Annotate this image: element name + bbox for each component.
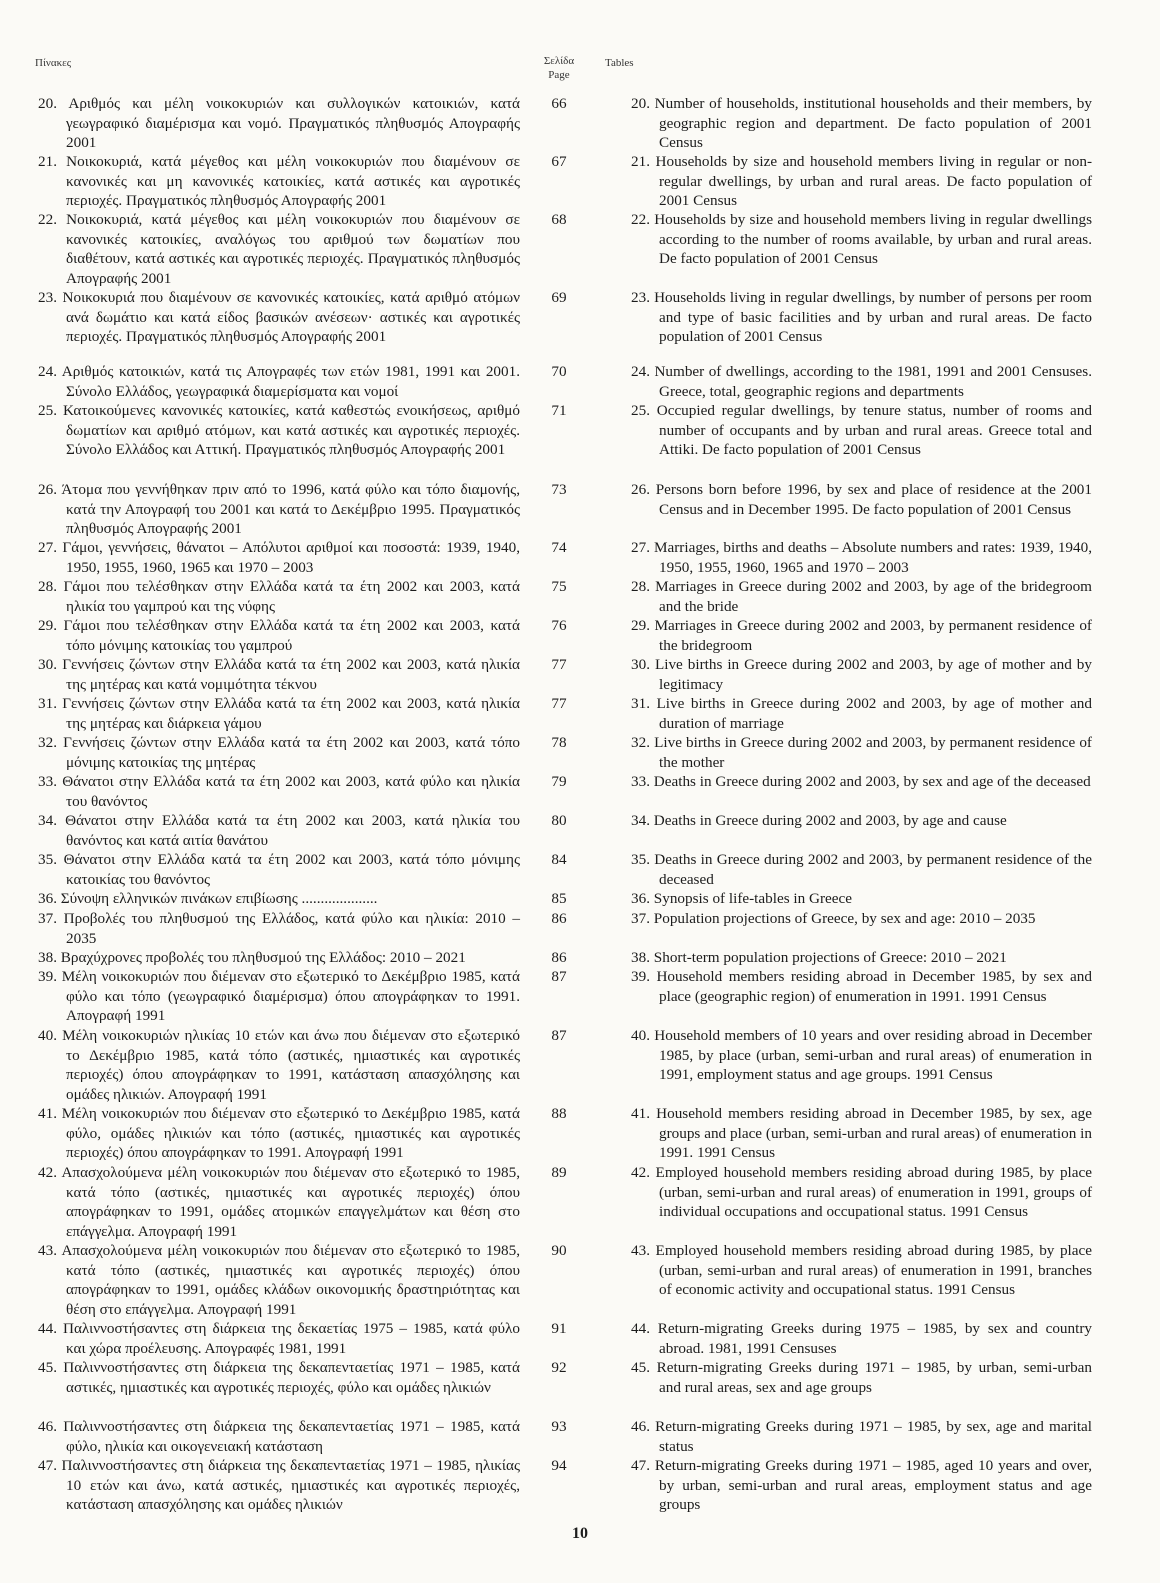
toc-entry-greek: 25. Κατοικούμενες κανονικές κατοικίες, κατά καθεστώς ενοικήσεως, αριθμό δωματίων και αριθμό ατόμων, και κατά αστικές και αγροτικές περιοχές. Σύνολο Ελλάδος και Αττική. Πραγματικός πληθυσμός Απογραφής 2001 bbox=[38, 402, 520, 459]
toc-entry-english: 33. Deaths in Greece during 2002 and 2003, by sex and age of the deceased bbox=[631, 773, 1091, 790]
toc-entry-english: 32. Live births in Greece during 2002 and 2003, by permanent residence of the mother bbox=[631, 734, 1092, 771]
toc-entry-greek: 37. Προβολές του πληθυσμού της Ελλάδος, κατά φύλο και ηλικία: 2010 – 2035 bbox=[38, 910, 520, 947]
toc-entry-greek: 26. Άτομα που γεννήθηκαν πριν από το 1996, κατά φύλο και τόπο διαμονής, κατά την Απογραφή του 2001 και κατά το Δεκέμβριο 1995. Πραγματικός πληθυσμός Απογραφής 2001 bbox=[38, 481, 520, 538]
toc-entry-page: 80 bbox=[551, 812, 567, 829]
toc-entry-greek: 28. Γάμοι που τελέσθηκαν στην Ελλάδα κατά τα έτη 2002 και 2003, κατά ηλικία του γαμπρού και της νύφης bbox=[38, 578, 520, 615]
header-page-greek: Σελίδα bbox=[543, 55, 575, 67]
toc-entry-english: 23. Households living in regular dwellings, by number of persons per room and type of basic facilities and by urban and rural areas. De facto population of 2001 Census bbox=[631, 289, 1092, 346]
toc-entry-english: 30. Live births in Greece during 2002 and 2003, by age of mother and by legitimacy bbox=[631, 656, 1092, 693]
toc-entry-english: 40. Household members of 10 years and over residing abroad in December 1985, by place (urban, semi-urban and rural areas) of enumeration in 1991, employment status and age groups. 1991 Census bbox=[631, 1027, 1092, 1084]
toc-entry-page: 94 bbox=[551, 1457, 567, 1474]
toc-entry-page: 86 bbox=[551, 910, 567, 927]
toc-entry-page: 87 bbox=[551, 968, 567, 985]
toc-entry-english: 22. Households by size and household members living in regular dwellings according to the number of rooms available, by urban and rural areas. De facto population of 2001 Census bbox=[631, 211, 1092, 268]
toc-entry-page: 71 bbox=[551, 402, 567, 419]
toc-entry-english: 46. Return-migrating Greeks during 1971 – 1985, by sex, age and marital status bbox=[631, 1418, 1092, 1455]
toc-entry-english: 37. Population projections of Greece, by sex and age: 2010 – 2035 bbox=[631, 910, 1036, 927]
toc-entry-page: 78 bbox=[551, 734, 567, 751]
toc-entry-english: 34. Deaths in Greece during 2002 and 2003, by age and cause bbox=[631, 812, 1007, 829]
toc-entry-english: 45. Return-migrating Greeks during 1971 – 1985, by urban, semi-urban and rural areas, sex and age groups bbox=[631, 1359, 1092, 1396]
toc-entry-page: 85 bbox=[551, 890, 567, 907]
toc-entry-english: 24. Number of dwellings, according to the 1981, 1991 and 2001 Censuses. Greece, total, geographic regions and departments bbox=[631, 363, 1092, 400]
toc-entry-english: 31. Live births in Greece during 2002 and 2003, by age of mother and duration of marriage bbox=[631, 695, 1092, 732]
toc-entry-page: 75 bbox=[551, 578, 567, 595]
toc-entry-english: 41. Household members residing abroad in December 1985, by sex, age groups and place (urban, semi-urban and rural areas) of enumeration in 1991. 1991 Census bbox=[631, 1105, 1092, 1162]
toc-entry-greek: 46. Παλιννοστήσαντες στη διάρκεια της δεκαπενταετίας 1971 – 1985, κατά φύλο, ηλικία και οικογενειακή κατάσταση bbox=[38, 1418, 520, 1455]
toc-entry-greek: 47. Παλιννοστήσαντες στη διάρκεια της δεκαπενταετίας 1971 – 1985, ηλικίας 10 ετών και άνω, κατά αστικές, ημιαστικές και αγροτικές περιοχές, κατάσταση απασχόλησης και ομάδες ηλικιών bbox=[38, 1457, 520, 1514]
toc-entry-greek: 27. Γάμοι, γεννήσεις, θάνατοι – Απόλυτοι αριθμοί και ποσοστά: 1939, 1940, 1950, 1955, 1960, 1965 και 1970 – 2003 bbox=[38, 539, 520, 576]
toc-entry-english: 20. Number of households, institutional households and their members, by geographic region and department. De facto population of 2001 Census bbox=[631, 95, 1092, 152]
toc-entry-greek: 32. Γεννήσεις ζώντων στην Ελλάδα κατά τα έτη 2002 και 2003, κατά τόπο μόνιμης κατοικίας της μητέρας bbox=[38, 734, 520, 771]
toc-entry-english: 42. Employed household members residing abroad during 1985, by place (urban, semi-urban and rural areas) of enumeration in 1991, groups of individual occupations and occupational status. 1991 Census bbox=[631, 1164, 1092, 1221]
toc-entry-greek: 20. Αριθμός και μέλη νοικοκυριών και συλλογικών κατοικιών, κατά γεωγραφικό διαμέρισμα και νομό. Πραγματικός πληθυσμός Απογραφής 2001 bbox=[38, 95, 520, 152]
toc-entry-page: 79 bbox=[551, 773, 567, 790]
toc-entry-greek: 34. Θάνατοι στην Ελλάδα κατά τα έτη 2002 και 2003, κατά ηλικία του θανόντος και κατά αιτία θανάτου bbox=[38, 812, 520, 849]
toc-entry-page: 66 bbox=[551, 95, 567, 112]
toc-entry-page: 87 bbox=[551, 1027, 567, 1044]
toc-entry-english: 26. Persons born before 1996, by sex and place of residence at the 2001 Census and in December 1995. De facto population of 2001 Census bbox=[631, 481, 1092, 518]
toc-entry-english: 39. Household members residing abroad in December 1985, by sex and place (geographic region) of enumeration in 1991. 1991 Census bbox=[631, 968, 1092, 1005]
toc-entry-english: 47. Return-migrating Greeks during 1971 – 1985, aged 10 years and over, by urban, semi-urban and rural areas, employment status and age groups bbox=[631, 1457, 1092, 1514]
header-greek-tables: Πίνακες bbox=[35, 57, 72, 69]
toc-entry-greek: 41. Μέλη νοικοκυριών που διέμεναν στο εξωτερικό το Δεκέμβριο 1985, κατά φύλο, ομάδες ηλικιών και τόπο (αστικές, ημιαστικές και αγροτικές περιοχές) όπου απογράφηκαν το 1991. Απογραφή 1991 bbox=[38, 1105, 520, 1162]
toc-entry-english: 43. Employed household members residing abroad during 1985, by place (urban, semi-urban and rural areas) of enumeration in 1991, branches of economic activity and occupational status. 1991 Census bbox=[631, 1242, 1092, 1299]
toc-entry-english: 44. Return-migrating Greeks during 1975 – 1985, by sex and country abroad. 1981, 1991 Censuses bbox=[631, 1320, 1092, 1357]
toc-entry-greek: 33. Θάνατοι στην Ελλάδα κατά τα έτη 2002 και 2003, κατά φύλο και ηλικία του θανόντος bbox=[38, 773, 520, 810]
toc-entry-greek: 30. Γεννήσεις ζώντων στην Ελλάδα κατά τα έτη 2002 και 2003, κατά ηλικία της μητέρας και κατά νομιμότητα τέκνου bbox=[38, 656, 520, 693]
header-english-tables: Tables bbox=[605, 57, 634, 69]
toc-entry-page: 73 bbox=[551, 481, 567, 498]
toc-entry-page: 89 bbox=[551, 1164, 567, 1181]
toc-entry-page: 92 bbox=[551, 1359, 567, 1376]
toc-entry-english: 38. Short-term population projections of Greece: 2010 – 2021 bbox=[631, 949, 1007, 966]
toc-entry-page: 93 bbox=[551, 1418, 567, 1435]
toc-entry-english: 29. Marriages in Greece during 2002 and 2003, by permanent residence of the bridegroom bbox=[631, 617, 1092, 654]
toc-entry-english: 35. Deaths in Greece during 2002 and 2003, by permanent residence of the deceased bbox=[631, 851, 1092, 888]
header-page-english: Page bbox=[548, 69, 570, 81]
toc-entry-page: 74 bbox=[551, 539, 567, 556]
toc-entry-english: 25. Occupied regular dwellings, by tenure status, number of rooms and number of occupants and by urban and rural areas. Greece total and Attiki. De facto population of 2001 Census bbox=[631, 402, 1092, 459]
toc-entry-greek: 31. Γεννήσεις ζώντων στην Ελλάδα κατά τα έτη 2002 και 2003, κατά ηλικία της μητέρας και διάρκεια γάμου bbox=[38, 695, 520, 732]
toc-entry-greek: 23. Νοικοκυριά που διαμένουν σε κανονικές κατοικίες, κατά αριθμό ατόμων ανά δωμάτιο και κατά είδος βασικών ανέσεων· αστικές και αγροτικές περιοχές. Πραγματικός πληθυσμός Απογραφής 2001 bbox=[38, 289, 520, 346]
toc-entry-page: 76 bbox=[551, 617, 567, 634]
toc-entry-page: 86 bbox=[551, 949, 567, 966]
toc-entry-page: 90 bbox=[551, 1242, 567, 1259]
toc-entry-page: 70 bbox=[551, 363, 567, 380]
toc-entry-english: 21. Households by size and household members living in regular or non-regular dwellings, by urban and rural areas. De facto population of 2001 Census bbox=[631, 153, 1092, 210]
toc-entry-page: 77 bbox=[551, 695, 567, 712]
toc-entry-greek: 39. Μέλη νοικοκυριών που διέμεναν στο εξωτερικό το Δεκέμβριο 1985, κατά φύλο και τόπο (γεωγραφικό διαμέρισμα) όπου απογράφηκαν το 1991. Απογραφή 1991 bbox=[38, 968, 520, 1025]
toc-entry-greek: 38. Βραχύχρονες προβολές του πληθυσμού της Ελλάδος: 2010 – 2021 bbox=[38, 949, 466, 966]
toc-entry-page: 91 bbox=[551, 1320, 567, 1337]
toc-entry-page: 69 bbox=[551, 289, 567, 306]
toc-entry-greek: 45. Παλιννοστήσαντες στη διάρκεια της δεκαπενταετίας 1971 – 1985, κατά αστικές, ημιαστικές και αγροτικές περιοχές, φύλο και ομάδες ηλικιών bbox=[38, 1359, 520, 1396]
toc-entry-greek: 29. Γάμοι που τελέσθηκαν στην Ελλάδα κατά τα έτη 2002 και 2003, κατά τόπο μόνιμης κατοικίας του γαμπρού bbox=[38, 617, 520, 654]
toc-entry-greek: 40. Μέλη νοικοκυριών ηλικίας 10 ετών και άνω που διέμεναν στο εξωτερικό το Δεκέμβριο 1985, κατά τόπο (αστικές, ημιαστικές και αγροτικές περιοχές) όπου απογράφηκαν το 1991, κατάσταση απασχόλησης και ομάδες ηλικιών. Απογραφή 1991 bbox=[38, 1027, 520, 1103]
toc-entry-greek: 36. Σύνοψη ελληνικών πινάκων επιβίωσης .................... bbox=[38, 890, 378, 907]
toc-entry-greek: 21. Νοικοκυριά, κατά μέγεθος και μέλη νοικοκυριών που διαμένουν σε κανονικές και μη κανονικές κατοικίες, κατά αστικές και αγροτικές περιοχές. Πραγματικός πληθυσμός Απογραφής 2001 bbox=[38, 153, 520, 210]
toc-entry-page: 68 bbox=[551, 211, 567, 228]
toc-entry-page: 67 bbox=[551, 153, 567, 170]
toc-entry-page: 84 bbox=[551, 851, 567, 868]
toc-entry-english: 28. Marriages in Greece during 2002 and 2003, by age of the bridegroom and the bride bbox=[631, 578, 1092, 615]
page-number: 10 bbox=[572, 1525, 588, 1542]
toc-entry-greek: 44. Παλιννοστήσαντες στη διάρκεια της δεκαετίας 1975 – 1985, κατά φύλο και χώρα προέλευσης. Απογραφές 1981, 1991 bbox=[38, 1320, 520, 1357]
toc-entry-greek: 35. Θάνατοι στην Ελλάδα κατά τα έτη 2002 και 2003, κατά τόπο μόνιμης κατοικίας του θανόντος bbox=[38, 851, 520, 888]
toc-entry-page: 88 bbox=[551, 1105, 567, 1122]
toc-entry-page: 77 bbox=[551, 656, 567, 673]
toc-entry-english: 27. Marriages, births and deaths – Absolute numbers and rates: 1939, 1940, 1950, 1955, 1960, 1965 and 1970 – 2003 bbox=[631, 539, 1092, 576]
toc-entry-english: 36. Synopsis of life-tables in Greece bbox=[631, 890, 853, 907]
toc-entry-greek: 42. Απασχολούμενα μέλη νοικοκυριών που διέμεναν στο εξωτερικό το 1985, κατά τόπο (αστικές, ημιαστικές και αγροτικές περιοχές) όπου απογράφηκαν το 1991, ομάδες ατομικών επαγγελμάτων και θέση στο επάγγελμα. Απογραφή 1991 bbox=[38, 1164, 520, 1240]
toc-entry-greek: 43. Απασχολούμενα μέλη νοικοκυριών που διέμεναν στο εξωτερικό το 1985, κατά τόπο (αστικές, ημιαστικές και αγροτικές περιοχές) όπου απογράφηκαν το 1991, ομάδες κλάδων οικονομικής δραστηριότητας και θέση στο επάγγελμα. Απογραφή 1991 bbox=[38, 1242, 520, 1318]
toc-entry-greek: 22. Νοικοκυριά, κατά μέγεθος και μέλη νοικοκυριών που διαμένουν σε κανονικές κατοικίες, αναλόγως του αριθμού των δωματίων που διαθέτουν, κατά αστικές και αγροτικές περιοχές. Πραγματικός πληθυσμός Απογραφής 2001 bbox=[38, 211, 520, 287]
toc-entry-greek: 24. Αριθμός κατοικιών, κατά τις Απογραφές των ετών 1981, 1991 και 2001. Σύνολο Ελλάδος, γεωγραφικά διαμερίσματα και νομοί bbox=[38, 363, 520, 400]
